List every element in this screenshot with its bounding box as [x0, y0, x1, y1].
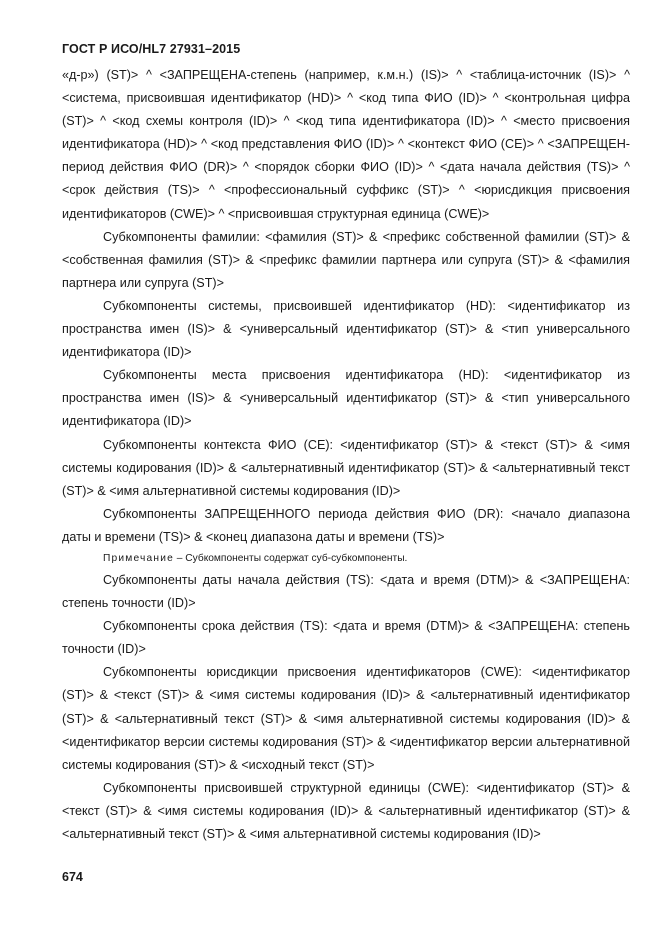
paragraph-assigning-unit-subcomponents: Субкомпоненты присвоившей структурной единицы (CWE): <идентификатор (ST)> & <текст (ST)> & <имя системы кодирования (ID)> & <альтернативный идентификатор (ST)> & <альтернативный текст (ST)> & <имя альтернативной системы кодирования (ID)>: [62, 780, 630, 841]
paragraph-assigning-system-subcomponents: Субкомпоненты системы, присвоившей идентификатор (HD): <идентификатор из пространства имен (IS)> & <универсальный идентификатор (ST)> & <тип универсального идентификатора (ID)>: [62, 298, 630, 360]
paragraph-expiration-date-subcomponents: Субкомпоненты срока действия (TS): <дата и время (DTM)> & <ЗАПРЕЩЕНА: степень точности (ID)>: [62, 619, 630, 657]
paragraph-jurisdiction-subcomponents: Субкомпоненты юрисдикции присвоения идентификаторов (CWE): <идентификатор (ST)> & <текст (ST)> & <имя системы кодирования (ID)> & <альтернативный идентификатор (ST)> & <альтернативный текст (ST)> & <имя альтернативной системы кодирования (ID)> & <идентификатор версии системы кодирования (ST)> & <идентификатор версии альтернативной системы кодирования (ST)> & <исходный текст (ST)>: [62, 665, 630, 772]
document-page: [62, 40, 630, 846]
note-label: Примечание: [103, 552, 174, 564]
paragraph-effective-date-subcomponents: Субкомпоненты даты начала действия (TS): <дата и время (DTM)> & <ЗАПРЕЩЕНА: степень точности (ID)>: [62, 572, 630, 611]
page-number: 674: [62, 870, 83, 884]
document-header: ГОСТ Р ИСО/HL7 27931–2015: [62, 42, 241, 56]
paragraph-continuation: «д-р») (ST)> ^ <ЗАПРЕЩЕНА-степень (например, к.м.н.) (IS)> ^ <таблица-источник (IS)> ^ <система, присвоившая идентификатор (HD)> ^ <код типа ФИО (ID)> ^ <контрольная цифра (ST)> ^ <код схемы контроля (ID)> ^ <код типа идентификатора (ID)> ^ <место присвоения идентификатора (HD)> ^ <код представления ФИО (ID)> ^ <контекст ФИО (CE)> ^ <ЗАПРЕЩЕН-период действия ФИО (DR)> ^ <порядок сборки ФИО (ID)> ^ <дата начала действия (TS)> ^ <срок действия (TS)> ^ <профессиональный суффикс (ST)> ^ <юрисдикция присвоения идентификаторов (CWE)> ^ <присвоившая структурная единица (CWE)>: [62, 68, 630, 221]
paragraph-name-context-subcomponents: Субкомпоненты контекста ФИО (CE): <идентификатор (ST)> & <текст (ST)> & <имя системы кодирования (ID)> & <альтернативный идентификатор (ST)> & <альтернативный текст (ST)> & <имя альтернативной системы кодирования (ID)>: [62, 437, 630, 498]
paragraph-name-validity-range-subcomponents: Субкомпоненты ЗАПРЕЩЕННОГО периода действия ФИО (DR): <начало диапазона даты и времени (TS)> & <конец диапазона даты и времени (TS)>: [62, 506, 630, 544]
note: [62, 549, 630, 569]
note-text: – Субкомпоненты содержат суб-субкомпоненты.: [173, 552, 408, 564]
paragraph-surname-subcomponents: Субкомпоненты фамилии: <фамилия (ST)> & <префикс собственной фамилии (ST)> & <собственная фамилия (ST)> & <префикс фамилии партнера или супруга (ST)> & <фамилия партнера или супруга (ST)>: [62, 229, 630, 290]
paragraph-assigning-place-subcomponents: Субкомпоненты места присвоения идентификатора (HD): <идентификатор из пространства имен (IS)> & <универсальный идентификатор (ST)> & <тип универсального идентификатора (ID)>: [62, 368, 630, 429]
